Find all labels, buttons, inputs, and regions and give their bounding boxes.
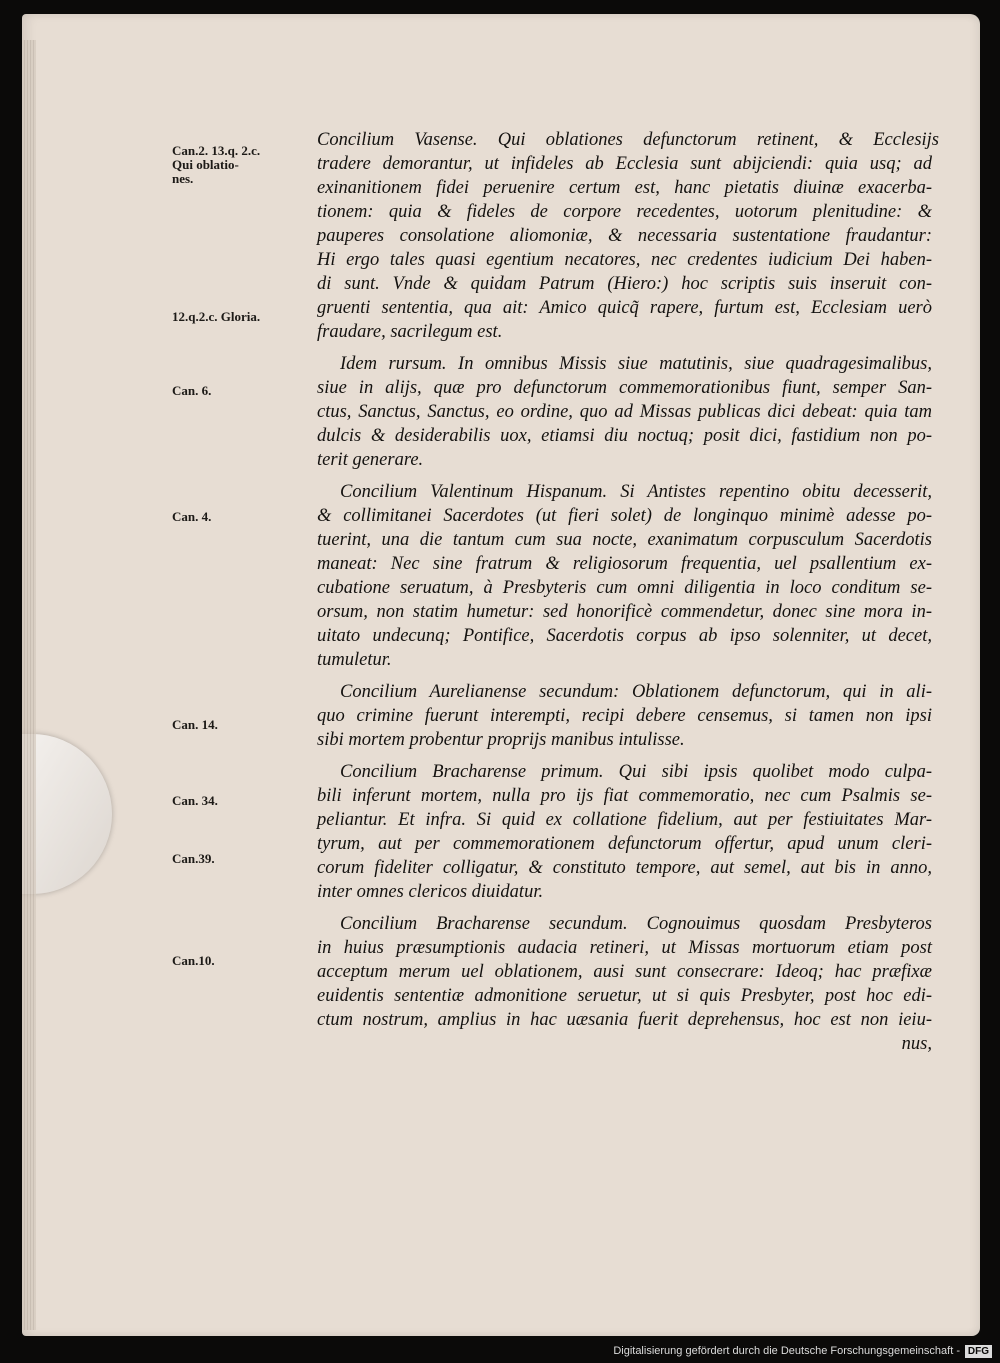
text-line: nus, xyxy=(901,1034,932,1054)
text-line: sibi mortem probentur proprijs manibus intulisse. xyxy=(317,730,685,750)
margin-note-can10: Can.10. xyxy=(172,953,215,968)
text-line: bili inferunt mortem, nulla pro ijs fiat commemoratio, nec cum Psalmis se- xyxy=(317,786,932,806)
text-line: terit generare. xyxy=(317,450,424,470)
text-line: Concilium Vasense. Qui oblationes defunctorum retinent, & Ecclesijs xyxy=(317,130,939,150)
book-page xyxy=(22,14,980,1336)
text-line: euidentis sententiæ admonitione seruetur, ut si quis Presbyter, post hoc edi- xyxy=(317,986,932,1006)
text-line: tradere demorantur, ut infideles ab Ecclesia sunt abijciendi: quia usq; ad xyxy=(317,154,932,174)
text-line: in huius præsumptionis audacia retineri, ut Missas mortuorum etiam post xyxy=(317,938,932,958)
text-line: ctum nostrum, amplius in hac uæsania fuerit deprehensus, hoc est non ieiu- xyxy=(317,1010,932,1030)
footer-credit: Digitalisierung gefördert durch die Deutsche Forschungsgemeinschaft - xyxy=(613,1345,960,1357)
text-line: tionem: quia & fideles de corpore recedentes, uotorum plenitudine: & xyxy=(317,202,932,222)
text-line: Concilium Bracharense primum. Qui sibi ipsis quolibet modo culpa- xyxy=(340,762,932,782)
text-line: quo crimine fuerunt interempti, recipi debere censemus, si tamen non ipsi xyxy=(317,706,932,726)
text-line: Concilium Aurelianense secundum: Oblationem defunctorum, qui in ali- xyxy=(340,682,932,702)
margin-note-can2: Can.2. 13.q. 2.c. xyxy=(172,143,261,158)
margin-note-nes: nes. xyxy=(172,171,194,186)
text-line: acceptum merum uel oblationem, ausi sunt consecrare: Ideoq; hac præfixæ xyxy=(317,962,932,982)
text-line: uitato undecunq; Pontifice, Sacerdotis corpus ab ipso solenniter, ut decet, xyxy=(317,626,932,646)
text-line: pauperes consolatione aliomoniæ, & necessaria sustentatione fraudantur: xyxy=(317,226,932,246)
text-line: gruenti sententia, qua ait: Amico quicq̃ rapere, furtum est, Ecclesiam uerò xyxy=(317,298,932,318)
margin-note-gloria: 12.q.2.c. Gloria. xyxy=(172,309,261,324)
dfg-logo: DFG xyxy=(965,1345,992,1358)
text-line: tyrum, aut per commemorationem defunctorum offertur, apud unum cleri- xyxy=(317,834,932,854)
text-line: orsum, non statim humetur: sed honorificè commendetur, donec sine mora in- xyxy=(317,602,932,622)
text-line: maneat: Nec sine fratrum & religiosorum frequentia, uel psallentium ex- xyxy=(317,554,932,574)
text-line: dulcis & desiderabilis uox, etiamsi diu noctuq; posit dici, fastidium non po- xyxy=(317,426,932,446)
text-line: & collimitanei Sacerdotes (ut fieri solet) de longinquo minimè adesse po- xyxy=(317,506,932,526)
margin-note-qui-oblationes: Qui oblatio- xyxy=(172,157,239,172)
text-line: Idem rursum. In omnibus Missis siue matutinis, siue quadragesimalibus, xyxy=(340,354,932,374)
text-line: di sunt. Vnde & quidam Patrum (Hiero:) hoc scriptis suis inseruit con- xyxy=(317,274,932,294)
page-stack-edge xyxy=(22,40,36,1330)
text-line: siue in alijs, quæ pro defunctorum commemorationibus fiunt, semper San- xyxy=(317,378,932,398)
margin-note-can4: Can. 4. xyxy=(172,509,212,524)
text-line: tuerint, una die tantum cum sua nocte, exanimatum corpusculum Sacerdotis xyxy=(317,530,932,550)
text-line: Hi ergo tales quasi egentium necatores, nec credentes iudicium Dei haben- xyxy=(317,250,932,270)
footer-bar xyxy=(0,1336,1000,1363)
text-line: ctus, Sanctus, Sanctus, eo ordine, quo ad Missas publicas dici debeat: quia tam xyxy=(317,402,932,422)
text-line: peliantur. Et infra. Si quid ex collatione fidelium, aut per festiuitates Mar- xyxy=(317,810,932,830)
text-line: corum fideliter colligatur, & constituto tempore, aut semel, aut bis in anno, xyxy=(317,858,932,878)
text-line: Concilium Valentinum Hispanum. Si Antistes repentino obitu decesserit, xyxy=(340,482,932,502)
text-line: tumuletur. xyxy=(317,650,392,670)
text-line: inter omnes clericos diuidatur. xyxy=(317,882,544,902)
margin-note-can14: Can. 14. xyxy=(172,717,218,732)
margin-note-can6: Can. 6. xyxy=(172,383,212,398)
text-line: Concilium Bracharense secundum. Cognouimus quosdam Presbyteros xyxy=(340,914,932,934)
text-line: cubatione seruatum, à Presbyteris cum omni diligentia in loco conditum se- xyxy=(317,578,932,598)
margin-note-can34: Can. 34. xyxy=(172,793,218,808)
text-line: fraudare, sacrilegum est. xyxy=(317,322,503,342)
text-line: exinanitionem fidei peruenire certum est, hanc pietatis diuinæ exacerba- xyxy=(317,178,932,198)
margin-note-can39: Can.39. xyxy=(172,851,215,866)
